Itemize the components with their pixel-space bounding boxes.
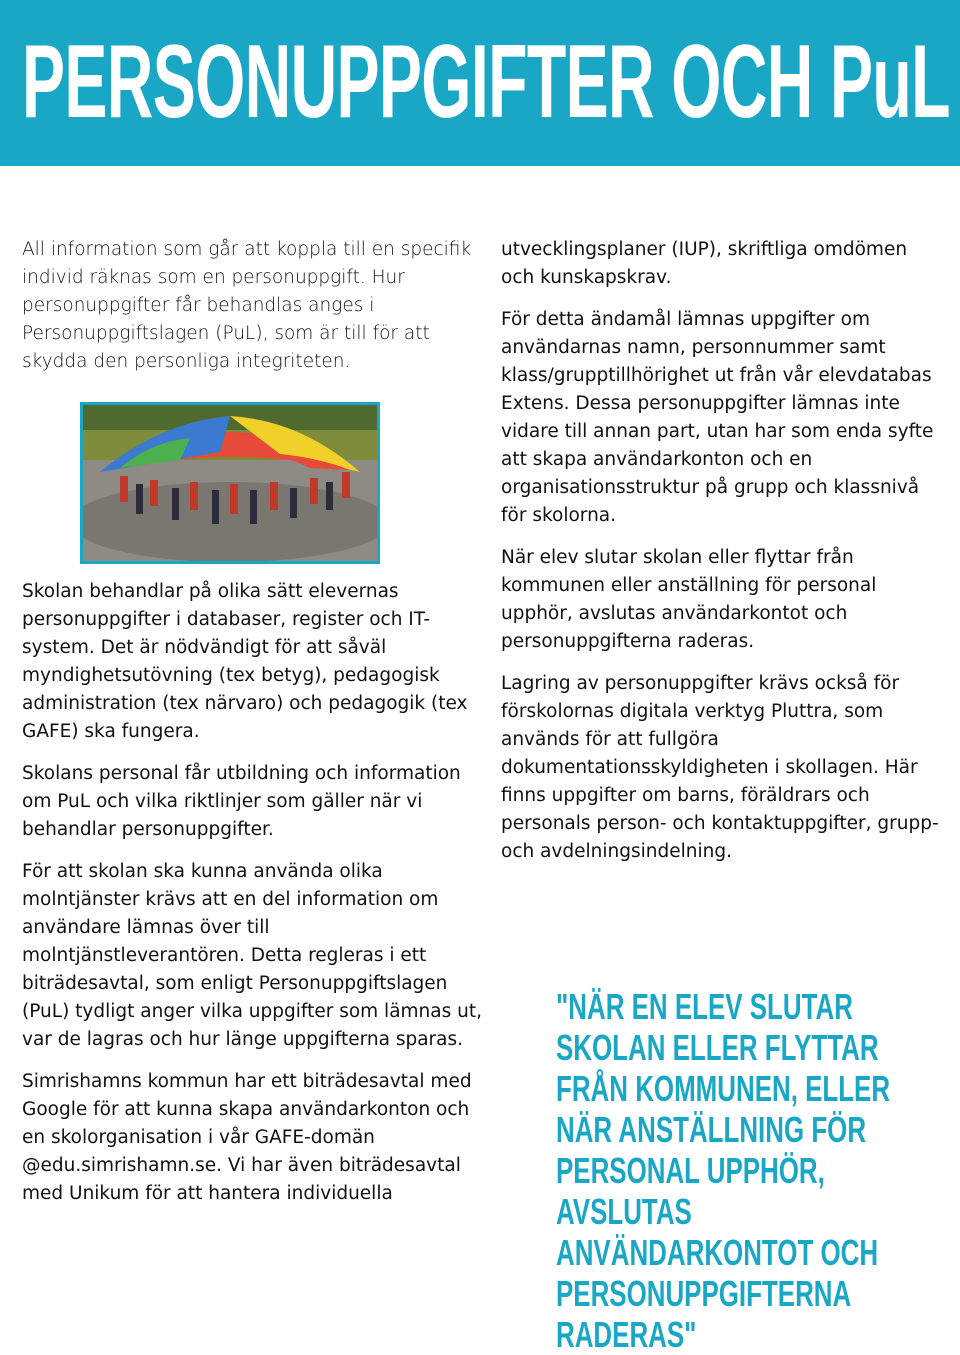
paragraph: Lagring av personuppgifter krävs också för förskolornas digitala verktyg Pluttra, som används för att fullgöra dokumentationsskyldigheten i skollagen. Här finns uppgifter om barns, föräldrars och personals person- och kontaktuppgifter, grupp- och avdelningsindelning. [501,673,939,862]
intro-text: All information som går att koppla till en specifik individ räknas som en personuppgift. Hur personuppgifter får behandlas anges i Personuppgiftslagen (PuL), som är till för att skydda den personliga integriteten. [22,239,472,372]
paragraph: Simrishamns kommun har ett biträdesavtal med Google för att kunna skapa användarkonton och en skolorganisation i vår GAFE-domän @edu.simrishamn.se. Vi har även biträdesavtal med Unikum för att hantera individuella [22,1071,472,1204]
paragraph: När elev slutar skolan eller flyttar från kommunen eller anställning för personal upphör, avslutas användarkontot och personuppgifterna raderas. [501,547,877,652]
pull-quote [556,986,946,1355]
photo-illustration [80,402,380,564]
right-column-body [501,236,946,880]
pull-quote-text: "NÄR EN ELEV SLUTAR SKOLAN ELLER FLYTTAR FRÅN KOMMUNEN, ELLER NÄR ANSTÄLLNING FÖR PERSONAL UPPHÖR, AVSLUTAS ANVÄNDARKONTOT OCH PERSONUPPGIFTERNA RADERAS" [556,986,891,1355]
paragraph: Skolan behandlar på olika sätt elevernas personuppgifter i databaser, register och IT-system. Det är nödvändigt för att såväl myndighetsutövning (tex betyg), pedagogisk administration (tex närvaro) och pedagogik (tex GAFE) ska fungera. [22,581,468,742]
paragraph: Skolans personal får utbildning och information om PuL och vilka riktlinjer som gäller när vi behandlar personuppgifter. [22,763,461,840]
page-title: PERSONUPPGIFTER OCH PuL [22,24,950,140]
paragraph: För att skolan ska kunna använda olika molntjänster krävs att en del information om användare lämnas över till molntjänstleverantören. Detta regleras i ett biträdesavtal, som enligt Personuppgiftslagen (PuL) tydligt anger vilka uppgifter som lämnas ut, var de lagras och hur länge uppgifterna sparas. [22,861,482,1050]
parachute-play-photo [80,402,380,564]
paragraph: För detta ändamål lämnas uppgifter om användarnas namn, personnummer samt klass/grupptillhörighet ut från vår elevdatabas Extens. Dessa personuppgifter lämnas inte vidare till annan part, utan har som enda syfte att skapa användarkonton och en organisationsstruktur på grupp och klassnivå för skolorna. [501,309,934,526]
title-banner [0,0,960,166]
paragraph: utvecklingsplaner (IUP), skriftliga omdömen och kunskapskrav. [501,239,908,288]
left-column-body [22,578,482,1222]
